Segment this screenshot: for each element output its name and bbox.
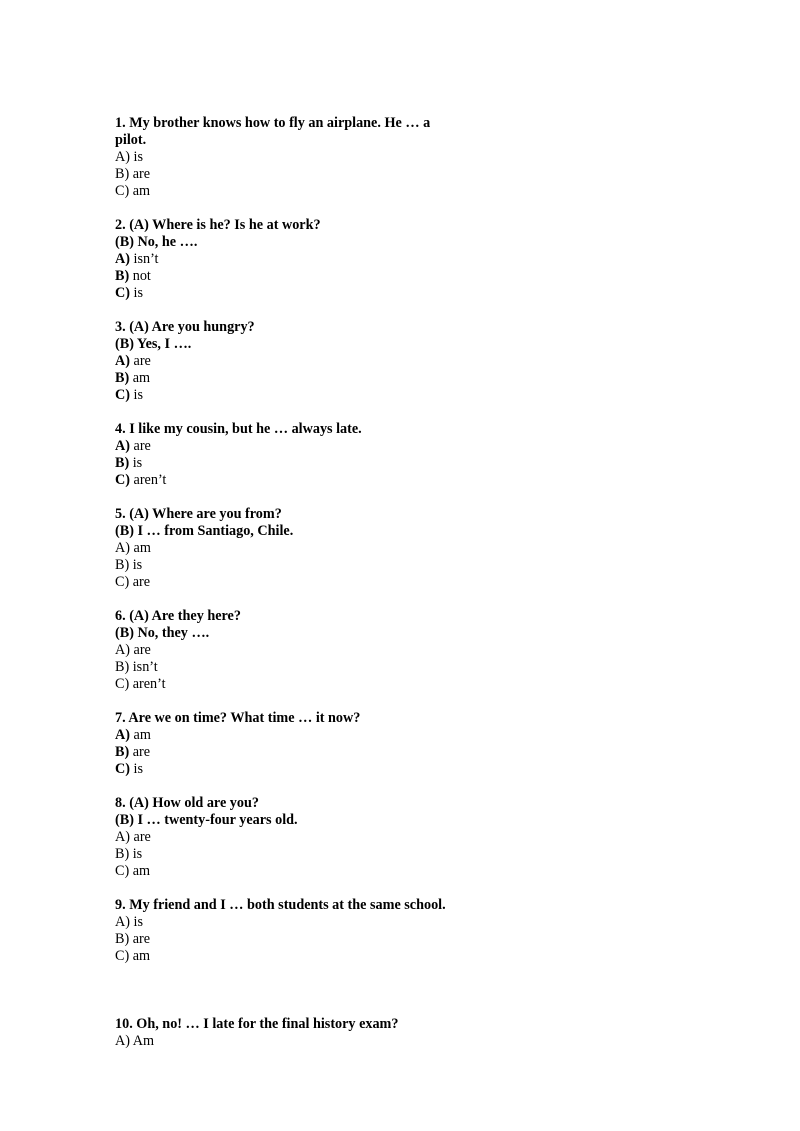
- option-letter: C): [115, 761, 130, 777]
- question-stem: 6. (A) Are they here?: [115, 608, 241, 624]
- answer-option: [115, 285, 715, 302]
- question-6: [115, 608, 715, 693]
- question-reply: (B) No, he ….: [115, 234, 198, 250]
- option-text: are: [132, 931, 151, 947]
- option-letter: B): [115, 166, 130, 182]
- question-7: [115, 710, 715, 778]
- question-4: [115, 421, 715, 489]
- option-letter: A): [115, 251, 130, 267]
- option-text: are: [133, 353, 151, 369]
- question-8: [115, 795, 715, 880]
- answer-option: [115, 251, 715, 268]
- answer-option: [115, 438, 715, 455]
- question-reply: (B) I … from Santiago, Chile.: [115, 523, 294, 539]
- answer-option: [115, 829, 715, 846]
- option-text: is: [132, 846, 143, 862]
- question-stem: 4. I like my cousin, but he … always late.: [115, 421, 362, 437]
- option-letter: C): [115, 285, 130, 301]
- option-text: are: [133, 438, 151, 454]
- answer-option: [115, 387, 715, 404]
- question-9: [115, 897, 715, 965]
- option-letter: C): [115, 863, 130, 879]
- answer-option: [115, 1033, 715, 1050]
- option-text: is: [133, 761, 143, 777]
- question-1: [115, 115, 715, 200]
- option-letter: A): [115, 149, 130, 165]
- option-text: is: [133, 914, 143, 930]
- answer-option: [115, 472, 715, 489]
- option-letter: C): [115, 676, 130, 692]
- option-text: am: [132, 863, 151, 879]
- option-text: aren’t: [132, 676, 166, 692]
- question-stem: 2. (A) Where is he? Is he at work?: [115, 217, 321, 233]
- answer-option: [115, 727, 715, 744]
- option-letter: C): [115, 183, 130, 199]
- option-text: am: [132, 370, 151, 386]
- answer-option: [115, 846, 715, 863]
- question-stem: 7. Are we on time? What time … it now?: [115, 710, 361, 726]
- option-text: isn’t: [133, 251, 159, 267]
- answer-option: [115, 761, 715, 778]
- answer-option: [115, 370, 715, 387]
- question-10: [115, 1016, 715, 1050]
- answer-option: [115, 166, 715, 183]
- question-stem: 3. (A) Are you hungry?: [115, 319, 255, 335]
- question-5: [115, 506, 715, 591]
- question-3: [115, 319, 715, 404]
- option-letter: B): [115, 846, 130, 862]
- option-letter: A): [115, 540, 130, 556]
- option-letter: B): [115, 557, 130, 573]
- question-stem: 9. My friend and I … both students at the same school.: [115, 897, 446, 913]
- option-text: is: [133, 387, 143, 403]
- option-letter: A): [115, 642, 130, 658]
- question-stem: 8. (A) How old are you?: [115, 795, 259, 811]
- option-text: is: [133, 149, 143, 165]
- option-letter: A): [115, 829, 130, 845]
- option-text: not: [132, 268, 151, 284]
- option-text: am: [133, 540, 151, 556]
- question-list: [115, 115, 715, 1067]
- question-reply: (B) Yes, I ….: [115, 336, 192, 352]
- option-letter: B): [115, 370, 130, 386]
- option-text: Am: [132, 1033, 155, 1049]
- answer-option: [115, 659, 715, 676]
- option-letter: B): [115, 931, 130, 947]
- answer-option: [115, 676, 715, 693]
- option-text: am: [132, 183, 151, 199]
- answer-option: [115, 863, 715, 880]
- option-text: is: [132, 455, 143, 471]
- option-letter: A): [115, 727, 130, 743]
- answer-option: [115, 540, 715, 557]
- option-letter: C): [115, 387, 130, 403]
- option-letter: C): [115, 472, 130, 488]
- question-stem: 1. My brother knows how to fly an airplane. He … a pilot.: [115, 115, 431, 148]
- answer-option: [115, 353, 715, 370]
- option-text: is: [132, 557, 143, 573]
- answer-option: [115, 931, 715, 948]
- question-stem: 10. Oh, no! … I late for the final history exam?: [115, 1016, 399, 1032]
- question-reply: (B) I … twenty-four years old.: [115, 812, 298, 828]
- option-letter: B): [115, 659, 130, 675]
- option-letter: A): [115, 438, 130, 454]
- answer-option: [115, 574, 715, 591]
- option-text: are: [132, 574, 151, 590]
- answer-option: [115, 149, 715, 166]
- answer-option: [115, 183, 715, 200]
- answer-option: [115, 744, 715, 761]
- answer-option: [115, 642, 715, 659]
- option-text: are: [133, 829, 151, 845]
- option-text: aren’t: [133, 472, 167, 488]
- option-letter: B): [115, 455, 130, 471]
- option-letter: B): [115, 268, 130, 284]
- answer-option: [115, 948, 715, 965]
- answer-option: [115, 557, 715, 574]
- option-letter: A): [115, 1033, 130, 1049]
- option-text: are: [132, 166, 151, 182]
- option-text: am: [132, 948, 151, 964]
- option-letter: C): [115, 948, 130, 964]
- option-text: are: [132, 744, 151, 760]
- question-2: [115, 217, 715, 302]
- option-letter: A): [115, 914, 130, 930]
- question-reply: (B) No, they ….: [115, 625, 210, 641]
- question-stem: 5. (A) Where are you from?: [115, 506, 282, 522]
- option-text: are: [133, 642, 151, 658]
- answer-option: [115, 268, 715, 285]
- option-letter: A): [115, 353, 130, 369]
- option-letter: B): [115, 744, 130, 760]
- option-text: isn’t: [132, 659, 158, 675]
- option-letter: C): [115, 574, 130, 590]
- option-text: am: [133, 727, 151, 743]
- answer-option: [115, 455, 715, 472]
- answer-option: [115, 914, 715, 931]
- option-text: is: [133, 285, 143, 301]
